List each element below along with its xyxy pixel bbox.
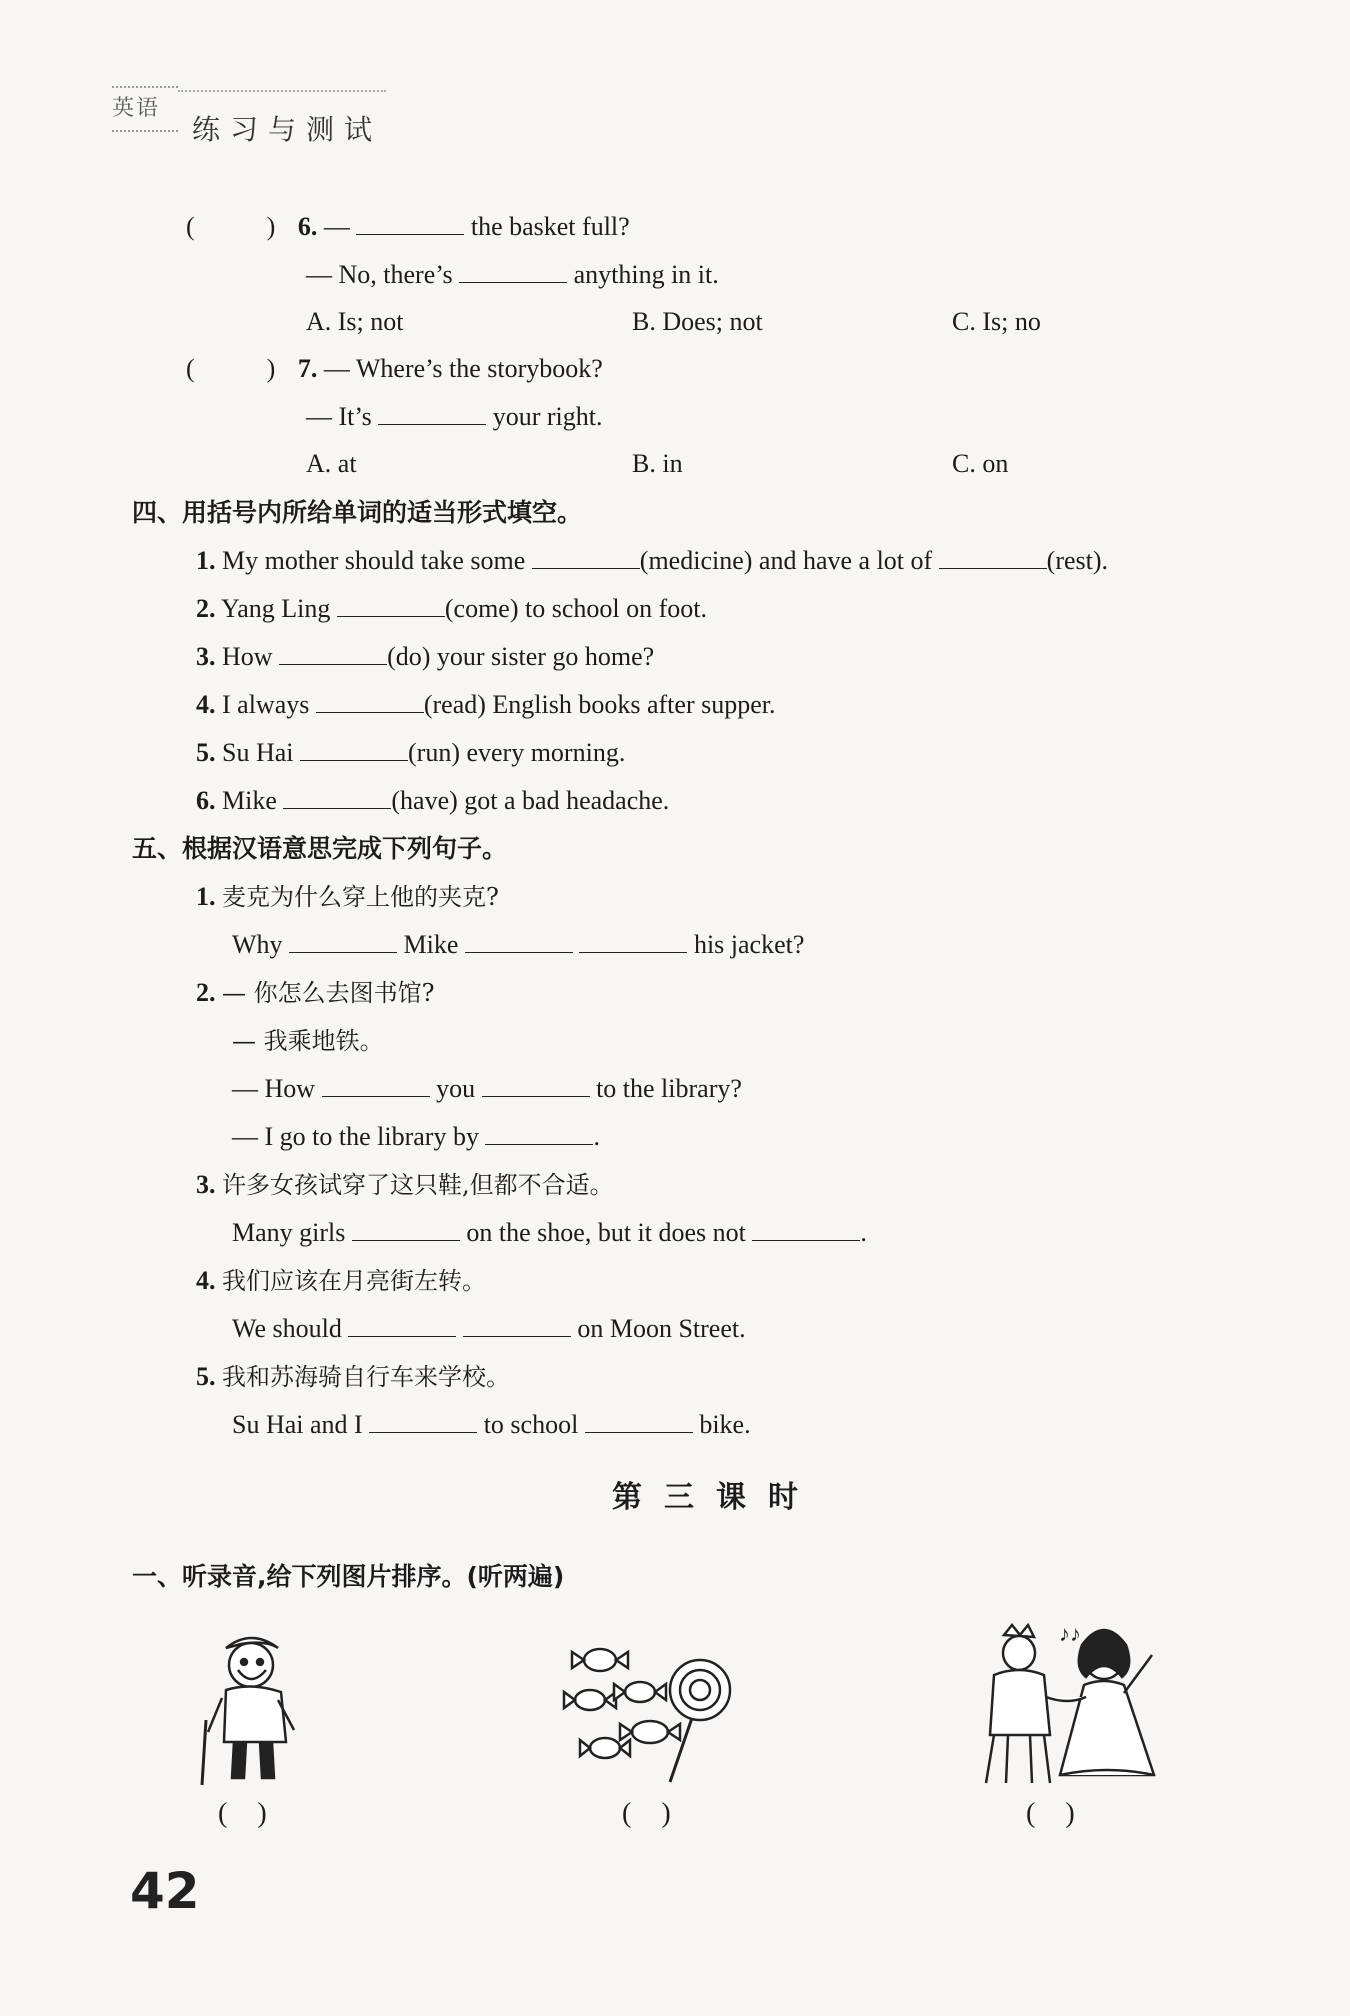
item-number: 4. <box>196 1266 216 1295</box>
item-number: 5. <box>196 1362 216 1391</box>
answer-blank[interactable] <box>322 1074 430 1097</box>
book-title: 练习与测试 <box>192 113 383 146</box>
item-text: (medicine) and have a lot of <box>639 546 939 575</box>
s5-q4-en <box>232 1312 746 1346</box>
option-c[interactable]: C. Is; no <box>952 307 1041 336</box>
s5-q5-zh <box>196 1360 510 1394</box>
s4-item-4 <box>196 688 775 722</box>
question-number: 7. <box>297 354 318 383</box>
item-number: 1. <box>196 882 216 911</box>
answer-blank[interactable] <box>289 930 397 953</box>
answer-blank[interactable] <box>532 546 640 569</box>
item-text: Mike <box>397 930 465 959</box>
chinese-prompt: 许多女孩试穿了这只鞋,但都不合适。 <box>222 1171 614 1199</box>
question-number: 6. <box>297 212 318 241</box>
question-7 <box>186 352 603 386</box>
s5-q5-en <box>232 1408 751 1442</box>
item-text: (rest). <box>1046 546 1109 575</box>
s4-item-2 <box>196 592 707 626</box>
item-text: to school <box>477 1410 585 1439</box>
option-a[interactable]: A. Is; not <box>306 307 404 336</box>
answer-blank[interactable] <box>378 402 486 425</box>
answer-blank[interactable] <box>939 546 1047 569</box>
lesson-title: 第三课时 <box>612 1480 820 1515</box>
item-number: 5. <box>196 738 216 767</box>
item-text: Why <box>232 930 290 959</box>
answer-blank[interactable] <box>337 594 445 617</box>
answer-blank[interactable] <box>485 1122 593 1145</box>
sweets-and-lollipop-icon <box>560 1630 740 1790</box>
prince-and-princess-dancing-icon <box>964 1615 1164 1790</box>
dialogue-line: — No, there’s <box>306 260 460 289</box>
chinese-prompt: 我和苏海骑自行车来学校。 <box>222 1363 510 1391</box>
s5-q2-en1 <box>232 1072 742 1106</box>
option-c[interactable]: C. on <box>952 449 1009 478</box>
s5-q2-en2 <box>232 1120 600 1154</box>
item-number: 3. <box>196 642 216 671</box>
answer-blank[interactable] <box>316 690 424 713</box>
item-text: Mike <box>222 786 284 815</box>
item-text: . <box>593 1122 600 1151</box>
s5-q2-zh1 <box>196 976 435 1010</box>
dialogue-line: — Where’s the storybook? <box>323 354 603 383</box>
s5-q1-zh <box>196 880 499 914</box>
item-text: his jacket? <box>687 930 805 959</box>
question-6 <box>186 210 630 244</box>
item-number: 2. <box>196 978 216 1007</box>
chinese-prompt: 麦克为什么穿上他的夹克? <box>222 883 499 911</box>
dialogue-line: — It’s <box>306 402 379 431</box>
option-b[interactable]: B. Does; not <box>632 307 763 336</box>
item-text: We should <box>232 1314 349 1343</box>
s4-item-1 <box>196 544 1108 578</box>
s4-item-6 <box>196 784 669 818</box>
item-number: 4. <box>196 690 216 719</box>
answer-blank[interactable] <box>579 930 687 953</box>
s5-q3-zh <box>196 1168 614 1202</box>
dialogue-line: the basket full? <box>464 212 630 241</box>
item-text: Many girls <box>232 1218 352 1247</box>
dialogue-line: your right. <box>486 402 603 431</box>
dialogue-line: anything in it. <box>567 260 719 289</box>
answer-blank[interactable] <box>283 786 391 809</box>
item-text: bike. <box>692 1410 751 1439</box>
item-text: — I go to the library by <box>232 1122 486 1151</box>
item-text: (run) every morning. <box>408 738 626 767</box>
answer-blank[interactable] <box>463 1314 571 1337</box>
section-5-title: 五、根据汉语意思完成下列句子。 <box>132 834 508 863</box>
item-text: My mother should take some <box>222 546 532 575</box>
answer-blank[interactable] <box>352 1218 460 1241</box>
item-text: to the library? <box>589 1074 742 1103</box>
item-text: (read) English books after supper. <box>423 690 776 719</box>
item-text: Su Hai and I <box>232 1410 370 1439</box>
item-text: you <box>429 1074 482 1103</box>
subject-badge: 英语 <box>112 86 178 132</box>
item-number: 6. <box>196 786 216 815</box>
item-text: . <box>860 1218 867 1247</box>
item-text: Yang Ling <box>221 594 337 623</box>
item-text: How <box>222 642 280 671</box>
answer-blank[interactable] <box>348 1314 456 1337</box>
item-number: 1. <box>196 546 216 575</box>
chinese-prompt: 我们应该在月亮街左转。 <box>222 1267 486 1295</box>
page-number: 42 <box>130 1862 200 1920</box>
s5-q3-en <box>232 1216 867 1250</box>
svg-text:♪♪: ♪♪ <box>1059 1621 1081 1646</box>
answer-paren[interactable]: () <box>218 1798 297 1829</box>
item-number: 3. <box>196 1170 216 1199</box>
chinese-prompt: — 我乘地铁。 <box>232 1027 384 1055</box>
answer-blank[interactable] <box>459 260 567 283</box>
answer-blank[interactable] <box>369 1410 477 1433</box>
item-text: I always <box>222 690 316 719</box>
question-7-line2 <box>306 400 603 434</box>
answer-blank[interactable] <box>752 1218 860 1241</box>
answer-blank[interactable] <box>465 930 573 953</box>
s4-item-3 <box>196 640 654 674</box>
item-text: (do) your sister go home? <box>387 642 655 671</box>
header-rule <box>178 90 386 92</box>
section-4-title: 四、用括号内所给单词的适当形式填空。 <box>132 498 583 527</box>
item-number: 2. <box>196 594 216 623</box>
option-a[interactable]: A. at <box>306 449 357 478</box>
answer-paren[interactable]: ( ) <box>186 212 276 241</box>
answer-paren[interactable]: ( ) <box>186 354 276 383</box>
question-6-line2 <box>306 258 719 292</box>
answer-paren[interactable]: () <box>1026 1798 1105 1829</box>
s5-q1-en <box>232 928 804 962</box>
item-text: — How <box>232 1074 322 1103</box>
s5-q4-zh <box>196 1264 486 1298</box>
option-b[interactable]: B. in <box>632 449 683 478</box>
answer-blank[interactable] <box>300 738 408 761</box>
item-text: (come) to school on foot. <box>444 594 707 623</box>
item-text: (have) got a bad headache. <box>391 786 670 815</box>
item-text: on Moon Street. <box>570 1314 746 1343</box>
answer-paren[interactable]: () <box>622 1798 701 1829</box>
chinese-prompt: — 你怎么去图书馆? <box>222 979 435 1007</box>
answer-blank[interactable] <box>482 1074 590 1097</box>
answer-blank[interactable] <box>356 212 464 235</box>
answer-blank[interactable] <box>585 1410 693 1433</box>
dialogue-line: — <box>323 212 357 241</box>
s5-q2-zh2 <box>232 1024 384 1058</box>
item-text: on the shoe, but it does not <box>459 1218 753 1247</box>
listening-section-title: 一、听录音,给下列图片排序。(听两遍) <box>132 1562 565 1591</box>
item-text: Su Hai <box>222 738 300 767</box>
s4-item-5 <box>196 736 625 770</box>
old-man-with-cane-icon <box>186 1620 316 1790</box>
answer-blank[interactable] <box>279 642 387 665</box>
